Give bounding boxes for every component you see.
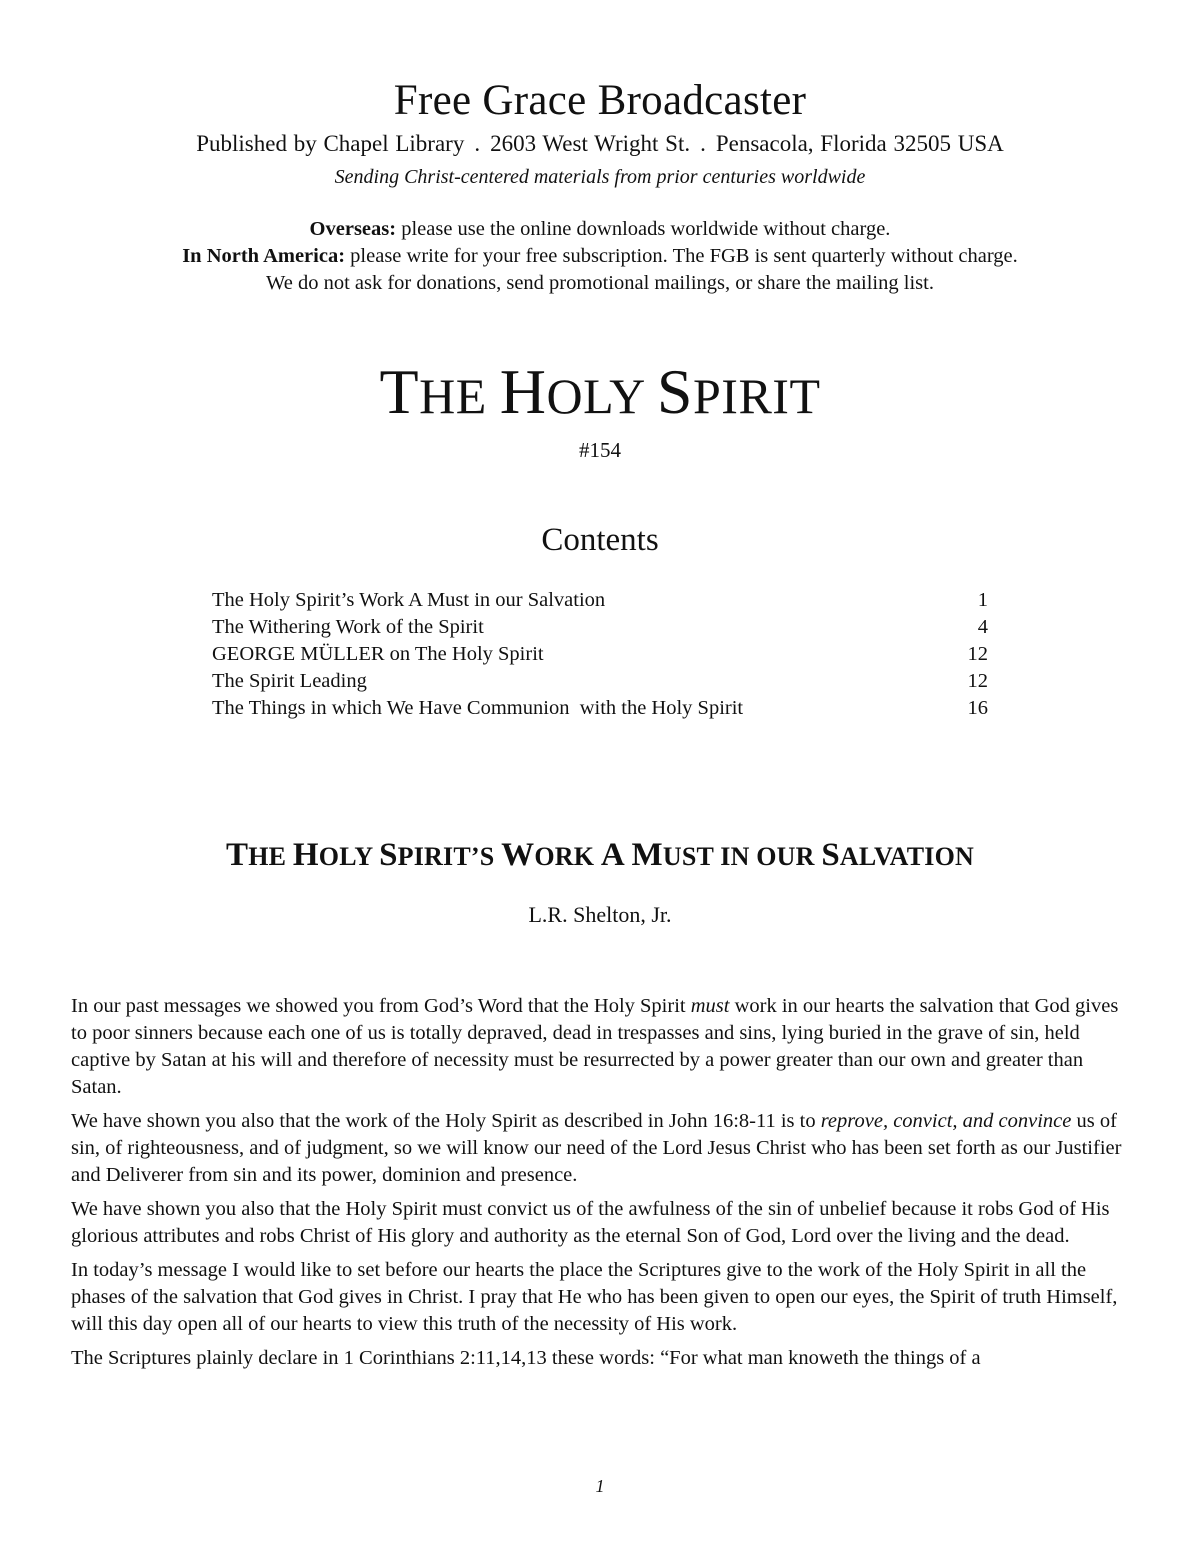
page-number: 1 [595, 1476, 605, 1496]
publisher-address-line [0, 128, 1200, 160]
toc-item[interactable] [212, 668, 988, 695]
toc-item-title: GEORGE MÜLLER on The Holy Spirit [212, 643, 544, 665]
article-title-part: OLY [318, 842, 380, 871]
issue-number: #154 [579, 438, 621, 462]
article-title-part: PIRIT’S [397, 842, 502, 871]
article-title-part: ALVATION [839, 842, 974, 871]
publication-title: Free Grace Broadcaster [393, 77, 807, 124]
emphasis-text: reprove, convict, and convince [820, 1110, 1072, 1132]
paragraph-text: us of sin, of righteousness, and of judgment, so we will know our need of the Lord Jesus Christ who has been set forth as our Justifier and Deliverer from sin and its power, dominion and presence. [71, 1110, 1122, 1186]
street-address: 2603 West Wright St. [490, 131, 691, 156]
article-title-part: S [379, 837, 398, 873]
article-author: L.R. Shelton, Jr. [528, 902, 672, 927]
paragraph [71, 993, 1131, 1101]
issue-title-part: S [656, 356, 693, 427]
publisher-name: Published by Chapel Library [196, 131, 465, 156]
article-title-part: UST IN OUR [662, 842, 822, 871]
paragraph-text: work in our hearts the salvation that God gives to poor sinners because each one of us is totally depraved, dead in trespasses and sins, lying buried in the grave of sin, held captive by Satan at his will and therefore of necessity must be resurrected by a power greater than our own and greater than Satan. [71, 995, 1119, 1098]
article-title-part: A M [600, 837, 663, 873]
overseas-text: please use the online downloads worldwide without charge. [396, 218, 891, 240]
separator-dot: . [474, 131, 481, 156]
overseas-label: Overseas: [309, 218, 397, 240]
paragraph-text: We have shown you also that the work of the Holy Spirit as described in John 16:8-11 is to [71, 1110, 821, 1132]
contents-heading: Contents [541, 522, 659, 558]
toc-item-page: 4 [977, 616, 988, 638]
article-title-part: W [501, 837, 535, 873]
issue-title-part: OLY [546, 368, 657, 424]
article-body [71, 993, 1131, 1379]
toc-item-page: 1 [977, 589, 988, 611]
issue-title-part: H [499, 356, 547, 427]
separator-dot: . [700, 131, 706, 156]
article-title [0, 833, 1200, 879]
issue-title-part: PIRIT [692, 368, 821, 424]
overseas-notice [0, 216, 1200, 243]
paragraph: In today’s message I would like to set before our hearts the place the Scriptures give to the work of the Holy Spirit in all the phases of the salvation that God gives in Christ. I pray that He who has been given to open our eyes, the Spirit of truth Himself, will this day open all of our hearts to view this truth of the necessity of His work. [71, 1259, 1118, 1335]
toc-item[interactable] [212, 695, 988, 722]
paragraph [71, 1108, 1131, 1189]
paragraph: We have shown you also that the Holy Spirit must convict us of the awfulness of the sin of unbelief because it robs God of His glorious attributes and robs Christ of His glory and authority as the eternal Son of God, Lord over the living and the dead. [71, 1198, 1110, 1247]
article-title-part: H [292, 837, 319, 873]
toc-item-page: 12 [967, 670, 988, 692]
tagline: Sending Christ-centered materials from prior centuries worldwide [334, 166, 866, 188]
paragraph-text: In our past messages we showed you from God’s Word that the Holy Spirit [71, 995, 691, 1017]
toc-item-title: The Things in which We Have Communion with the Holy Spirit [212, 697, 744, 719]
article-title-part: T [226, 837, 249, 873]
north-america-notice [0, 243, 1200, 270]
north-america-text: please write for your free subscription. The FGB is sent quarterly without charge. [345, 245, 1018, 267]
issue-title-part: HE [419, 368, 500, 424]
paragraph: The Scriptures plainly declare in 1 Corinthians 2:11,14,13 these words: “For what man knoweth the things of a [71, 1347, 981, 1369]
toc-item-title: The Holy Spirit’s Work A Must in our Salvation [212, 589, 606, 611]
issue-title [0, 352, 1200, 436]
article-title-part: ORK [534, 842, 601, 871]
table-of-contents [212, 587, 988, 722]
city-state-zip: Pensacola, Florida 32505 USA [715, 131, 1004, 156]
toc-item-page: 12 [967, 643, 988, 665]
toc-item-page: 16 [967, 697, 988, 719]
toc-item[interactable] [212, 587, 988, 614]
emphasis-text: must [690, 995, 730, 1017]
toc-item-title: The Spirit Leading [212, 670, 367, 692]
article-title-part: S [821, 837, 840, 873]
article-title-part: HE [248, 842, 293, 871]
toc-item[interactable] [212, 614, 988, 641]
toc-item-title: The Withering Work of the Spirit [212, 616, 484, 638]
policy-notice: We do not ask for donations, send promotional mailings, or share the mailing list. [266, 272, 934, 294]
issue-title-part: T [379, 356, 420, 427]
north-america-label: In North America: [182, 245, 346, 267]
toc-item[interactable] [212, 641, 988, 668]
